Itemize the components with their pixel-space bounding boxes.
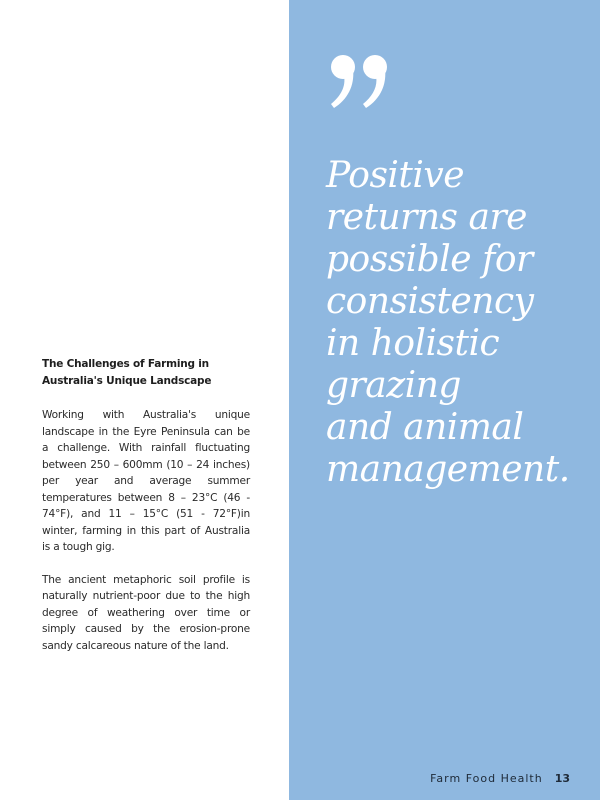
article-heading: The Challenges of Farming in Australia's Unique Landscape [42,358,212,387]
pull-quote-line: consistency [326,281,534,322]
pull-quote-text [326,155,586,491]
article-paragraph: The ancient metaphoric soil profile is naturally nutrient-poor due to the high degree of weathering over time or simply caused by the erosion-prone sandy calcareous nature of the land. [42,573,250,652]
article-paragraph: Working with Australia's unique landscape in the Eyre Peninsula can be a challenge. With rainfall fluctuating between 250 – 600mm (10 – 24 inches) per year and average summer temperatures between 8 – 23°C (46 - 74°F), and 11 – 15°C (51 - 72°F)in winter, farming in this part of Australia is a tough gig. [42,409,250,553]
pull-quote-line: returns are [326,197,527,238]
publication-title: Farm Food Health [430,772,543,785]
pull-quote-line: possible for [326,239,533,280]
pull-quote-panel [289,0,600,800]
page-number: 13 [554,772,570,785]
page-footer [430,772,570,785]
article-column [42,356,250,670]
pull-quote-line: management. [326,449,570,490]
pull-quote-line: and animal [326,407,524,448]
pull-quote-line: grazing [326,365,461,406]
pull-quote-line: Positive [326,155,465,196]
closing-quote-icon [327,50,397,120]
pull-quote-line: in holistic [326,323,500,364]
